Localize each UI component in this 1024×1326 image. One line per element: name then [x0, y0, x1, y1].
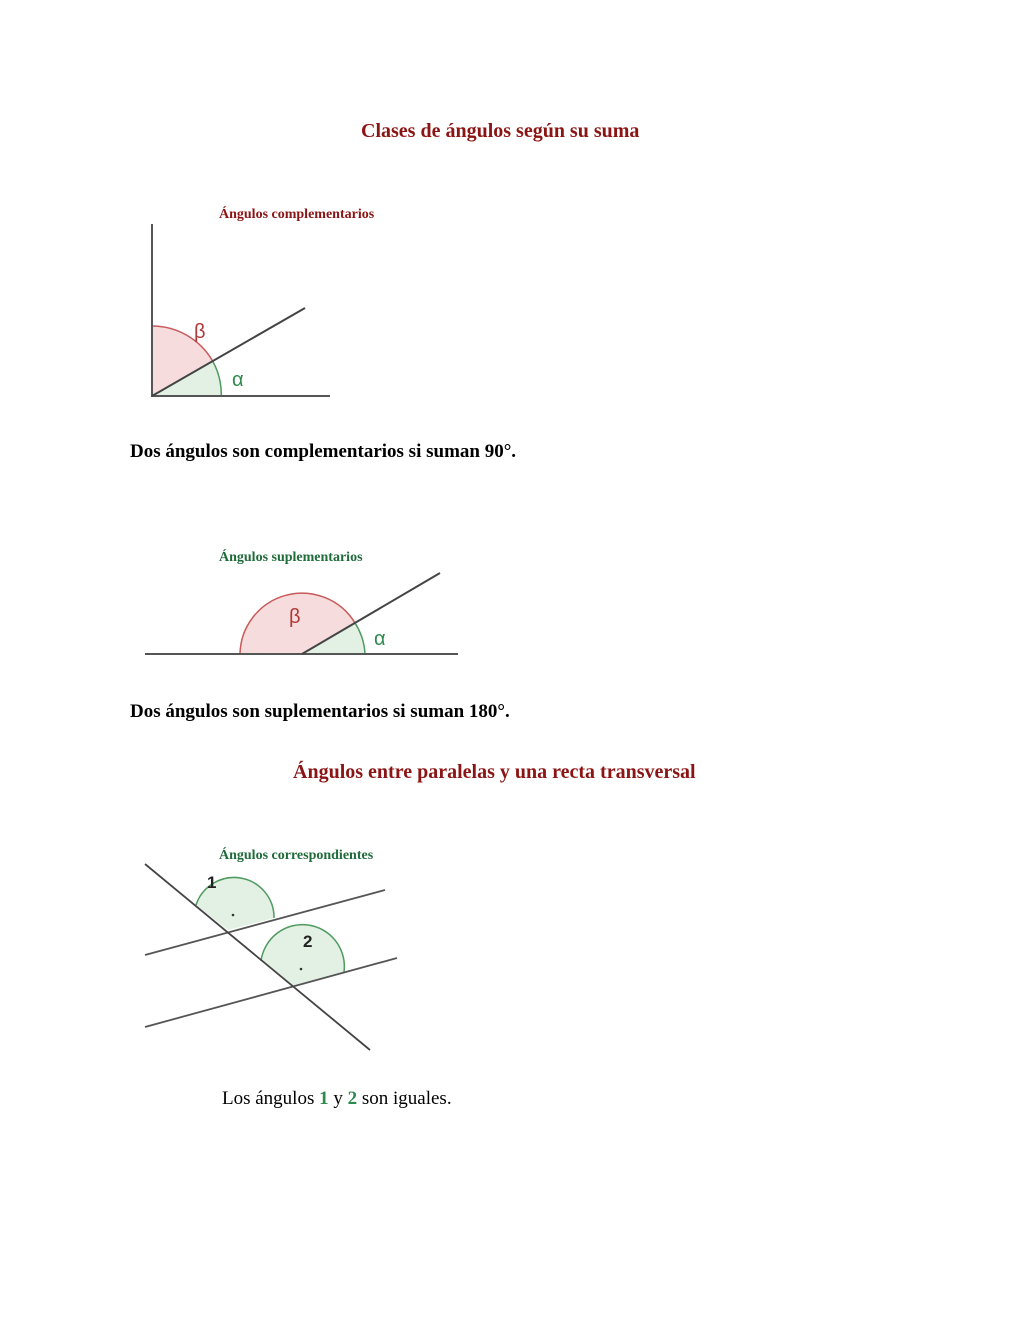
statement-prefix: Los ángulos [222, 1088, 315, 1109]
statement-corresponding [222, 1088, 452, 1110]
caption-complementary: Ángulos complementarios [219, 207, 375, 222]
section-title-sums: Clases de ángulos según su suma [361, 120, 640, 142]
statement-number-1: 1 [319, 1088, 329, 1109]
angle-1-dot [232, 914, 235, 917]
label-beta: β [289, 606, 301, 628]
section-title-parallels: Ángulos entre paralelas y una recta transversal [293, 761, 696, 783]
label-angle-2: 2 [303, 932, 313, 951]
supplementary-angles-diagram [140, 565, 470, 665]
statement-supplementary: Dos ángulos son suplementarios si suman 180°. [130, 701, 510, 722]
label-beta: β [194, 321, 206, 343]
corresponding-angles-diagram [140, 860, 410, 1055]
statement-complementary: Dos ángulos son complementarios si suman 90°. [130, 441, 517, 462]
label-angle-1: 1 [207, 873, 217, 892]
caption-supplementary: Ángulos suplementarios [219, 550, 363, 565]
statement-and: y [333, 1088, 343, 1109]
label-alpha: α [374, 628, 386, 650]
statement-number-2: 2 [347, 1088, 358, 1109]
caption-corresponding: Ángulos correspondientes [219, 848, 374, 863]
angle-2-dot [300, 968, 303, 971]
complementary-angles-diagram [140, 220, 340, 410]
statement-suffix: son iguales. [361, 1088, 452, 1109]
label-alpha: α [232, 369, 244, 391]
